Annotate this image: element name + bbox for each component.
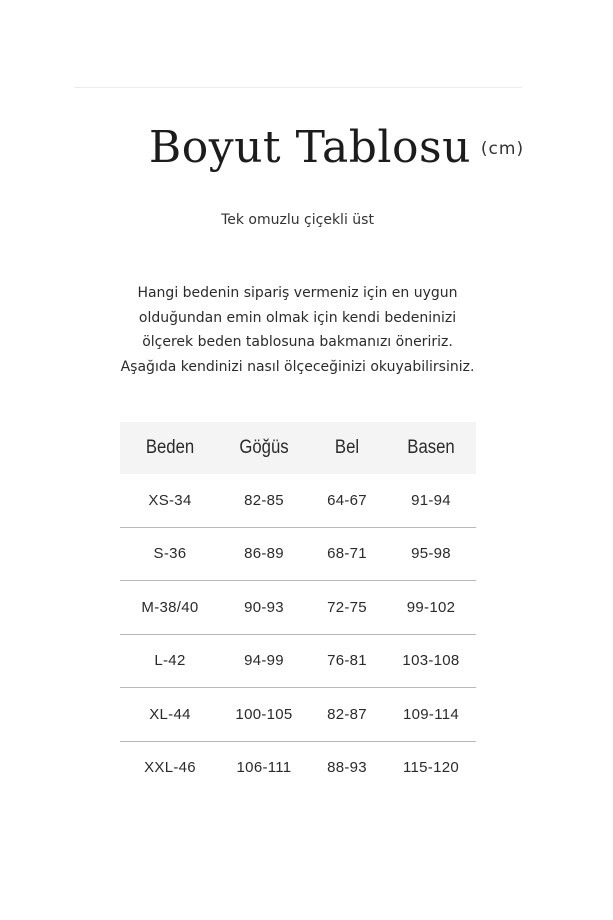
- cell-hip: 115-120: [402, 759, 460, 777]
- header-bel: Bel: [334, 437, 360, 458]
- cell-size: L-42: [154, 652, 186, 670]
- cell-waist: 72-75: [327, 598, 367, 616]
- header-gogus: Göğüs: [239, 437, 289, 458]
- cell-chest: 86-89: [244, 545, 284, 563]
- cell-hip: 99-102: [406, 598, 456, 616]
- cell-chest: 90-93: [244, 598, 284, 616]
- cell-waist: 82-87: [327, 705, 367, 723]
- cell-waist: 76-81: [327, 652, 367, 670]
- table-header: [120, 422, 476, 474]
- cell-size: S-36: [153, 545, 187, 563]
- product-subtitle: Tek omuzlu çiçekli üst: [221, 212, 374, 228]
- cell-hip: 95-98: [411, 545, 451, 563]
- intro-line: Hangi bedenin sipariş vermeniz için en uygun: [137, 285, 458, 301]
- cell-size: XL-44: [149, 705, 191, 723]
- cell-hip: 109-114: [402, 705, 460, 723]
- cell-chest: 82-85: [244, 491, 284, 509]
- unit-label: (cm): [480, 139, 525, 159]
- table-row: [120, 581, 476, 635]
- header-basen: Basen: [407, 437, 455, 458]
- table-row: [120, 635, 476, 689]
- intro-text: [0, 281, 595, 379]
- table-row: [120, 528, 476, 582]
- cell-waist: 88-93: [327, 759, 367, 777]
- cell-size: XS-34: [148, 491, 192, 509]
- table-row: [120, 742, 476, 795]
- page-title: Boyut Tablosu: [148, 122, 471, 173]
- intro-line: Aşağıda kendinizi nasıl ölçeceğinizi okuyabilirsiniz.: [120, 358, 475, 375]
- header-beden: Beden: [145, 437, 195, 458]
- top-divider: [74, 87, 522, 88]
- cell-chest: 100-105: [235, 705, 293, 723]
- intro-line: ölçerek beden tablosuna bakmanızı öneririz.: [142, 334, 453, 350]
- cell-chest: 106-111: [236, 759, 292, 777]
- cell-waist: 68-71: [327, 545, 367, 563]
- cell-chest: 94-99: [244, 652, 284, 670]
- cell-size: XXL-46: [144, 759, 196, 777]
- size-table: [120, 422, 476, 794]
- table-row: [120, 474, 476, 528]
- cell-waist: 64-67: [327, 491, 367, 509]
- cell-size: M-38/40: [141, 598, 199, 616]
- cell-hip: 103-108: [402, 652, 460, 670]
- cell-hip: 91-94: [411, 491, 451, 509]
- title-row: [0, 122, 613, 173]
- table-row: [120, 688, 476, 742]
- intro-line: olduğundan emin olmak için kendi bedeninizi: [138, 309, 457, 326]
